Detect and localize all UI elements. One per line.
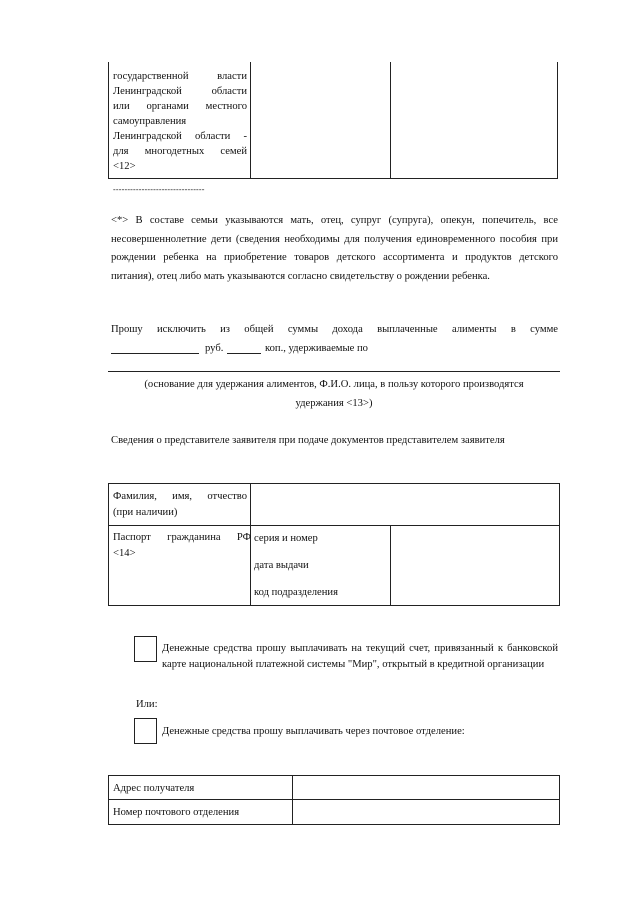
top-cell-line: Ленинградской области bbox=[113, 86, 247, 97]
division-code-label: код подразделения bbox=[254, 587, 338, 598]
top-cell-line: или органами местного bbox=[113, 101, 247, 112]
top-cell-line: самоуправления bbox=[113, 116, 187, 127]
alimony-basis-line bbox=[108, 371, 560, 372]
representative-heading: Сведения о представителе заявителя при подаче документов представителем заявителя bbox=[111, 435, 505, 446]
name-label-note: (при наличии) bbox=[113, 507, 178, 518]
post-payment-checkbox[interactable] bbox=[134, 718, 157, 744]
series-label: серия и номер bbox=[254, 533, 318, 544]
top-cell-line: Ленинградской области - bbox=[113, 131, 247, 142]
top-cell-line: государственной власти bbox=[113, 71, 247, 82]
top-cell-line: <12> bbox=[113, 161, 136, 172]
name-value[interactable] bbox=[252, 485, 558, 524]
alimony-caption-2: удержания <13>) bbox=[295, 398, 373, 409]
footnote-text: <*> В составе семьи указываются мать, отец, супруг (супруга), опекун, попечитель, все несовершеннолетние дети (сведения необходимы для получения единовременного пособия при рождении ребенка на приобретение товаров детского ассортимента и продуктов детского питания), отец либо мать указываются согласно свидетельству о рождении ребенка. bbox=[111, 215, 558, 282]
card-payment-text: Денежные средства прошу выплачивать на текущий счет, привязанный к банковской карте национальной платежной системы "Мир", открытый в кредитной организации bbox=[162, 643, 558, 670]
alimony-amount-row bbox=[111, 341, 411, 357]
post-payment-text: Денежные средства прошу выплачивать через почтовое отделение: bbox=[162, 726, 465, 737]
passport-footnote-ref: <14> bbox=[113, 548, 136, 559]
card-payment-checkbox[interactable] bbox=[134, 636, 157, 662]
recipient-address-value[interactable] bbox=[294, 777, 558, 798]
passport-value[interactable] bbox=[392, 527, 558, 604]
top-cell-line: для многодетных семей bbox=[113, 146, 247, 157]
alimony-caption-1: (основание для удержания алиментов, Ф.И.О. лица, в пользу которого производятся bbox=[144, 379, 524, 390]
name-label: Фамилия, имя, отчество bbox=[113, 491, 247, 502]
issue-date-label: дата выдачи bbox=[254, 560, 309, 571]
footnote-rule: -------------------------------- bbox=[113, 185, 205, 194]
kop-label: коп., удерживаемые по bbox=[265, 343, 368, 354]
passport-label: Паспорт гражданина РФ bbox=[113, 532, 251, 543]
rub-blank bbox=[111, 353, 199, 354]
recipient-address-label: Адрес получателя bbox=[113, 783, 195, 794]
kop-blank bbox=[227, 353, 261, 354]
post-office-label: Номер почтового отделения bbox=[113, 807, 240, 818]
or-label: Или: bbox=[136, 699, 158, 710]
alimony-line: Прошу исключить из общей суммы дохода выплаченные алименты в сумме bbox=[111, 324, 558, 335]
post-office-value[interactable] bbox=[294, 801, 558, 823]
rub-label: руб. bbox=[205, 343, 224, 354]
